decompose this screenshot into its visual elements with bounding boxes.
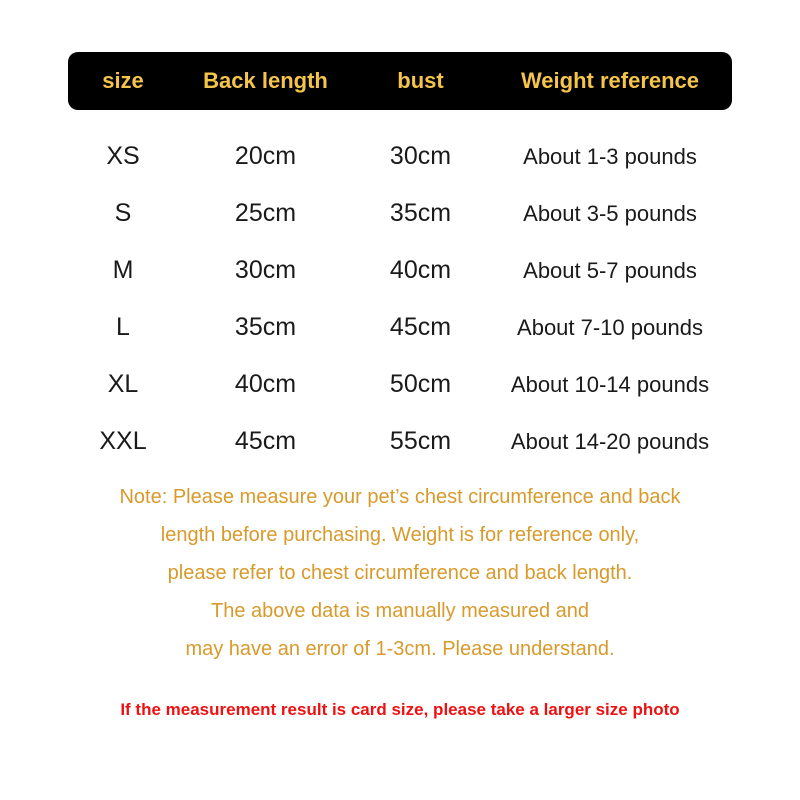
cell-weight: About 7-10 pounds: [517, 314, 703, 340]
table-row: [68, 185, 732, 242]
cell-size: XXL: [99, 427, 147, 455]
cell-size: XS: [106, 142, 140, 170]
note-line: length before purchasing. Weight is for reference only,: [160, 524, 640, 546]
cell-bust: 45cm: [389, 313, 452, 341]
table-row: [68, 128, 732, 185]
cell-back-length: 45cm: [234, 427, 297, 455]
note-line: please refer to chest circumference and back length.: [167, 562, 633, 584]
cell-back-length: 40cm: [234, 370, 297, 398]
table-header-row: [68, 52, 732, 110]
cell-weight: About 14-20 pounds: [510, 428, 710, 454]
cell-bust: 30cm: [389, 142, 452, 170]
cell-bust: 35cm: [389, 199, 452, 227]
cell-size: XL: [107, 370, 139, 398]
cell-weight: About 1-3 pounds: [523, 143, 697, 169]
cell-size: S: [114, 199, 132, 227]
measurement-note: [40, 478, 760, 668]
table-row: [68, 413, 732, 470]
cell-bust: 55cm: [389, 427, 452, 455]
cell-bust: 40cm: [389, 256, 452, 284]
cell-back-length: 30cm: [234, 256, 297, 284]
cell-back-length: 25cm: [234, 199, 297, 227]
header-cell-bust: bust: [397, 68, 444, 93]
header-cell-size: size: [102, 68, 144, 93]
table-row: [68, 356, 732, 413]
header-cell-weight-reference: Weight reference: [520, 68, 700, 93]
table-row: [68, 299, 732, 356]
cell-weight: About 10-14 pounds: [510, 371, 710, 397]
note-line: Note: Please measure your pet’s chest circumference and back: [119, 486, 681, 508]
table-body: [68, 128, 732, 470]
cell-size: M: [112, 256, 134, 284]
cell-weight: About 5-7 pounds: [523, 257, 697, 283]
warning-text: If the measurement result is card size, please take a larger size photo: [120, 700, 680, 719]
cell-size: L: [116, 313, 130, 341]
note-line: The above data is manually measured and: [210, 600, 589, 622]
cell-back-length: 35cm: [234, 313, 297, 341]
cell-bust: 50cm: [389, 370, 452, 398]
cell-weight: About 3-5 pounds: [523, 200, 697, 226]
cell-back-length: 20cm: [234, 142, 297, 170]
note-line: may have an error of 1-3cm. Please understand.: [185, 638, 615, 660]
header-cell-back-length: Back length: [203, 68, 328, 93]
table-row: [68, 242, 732, 299]
